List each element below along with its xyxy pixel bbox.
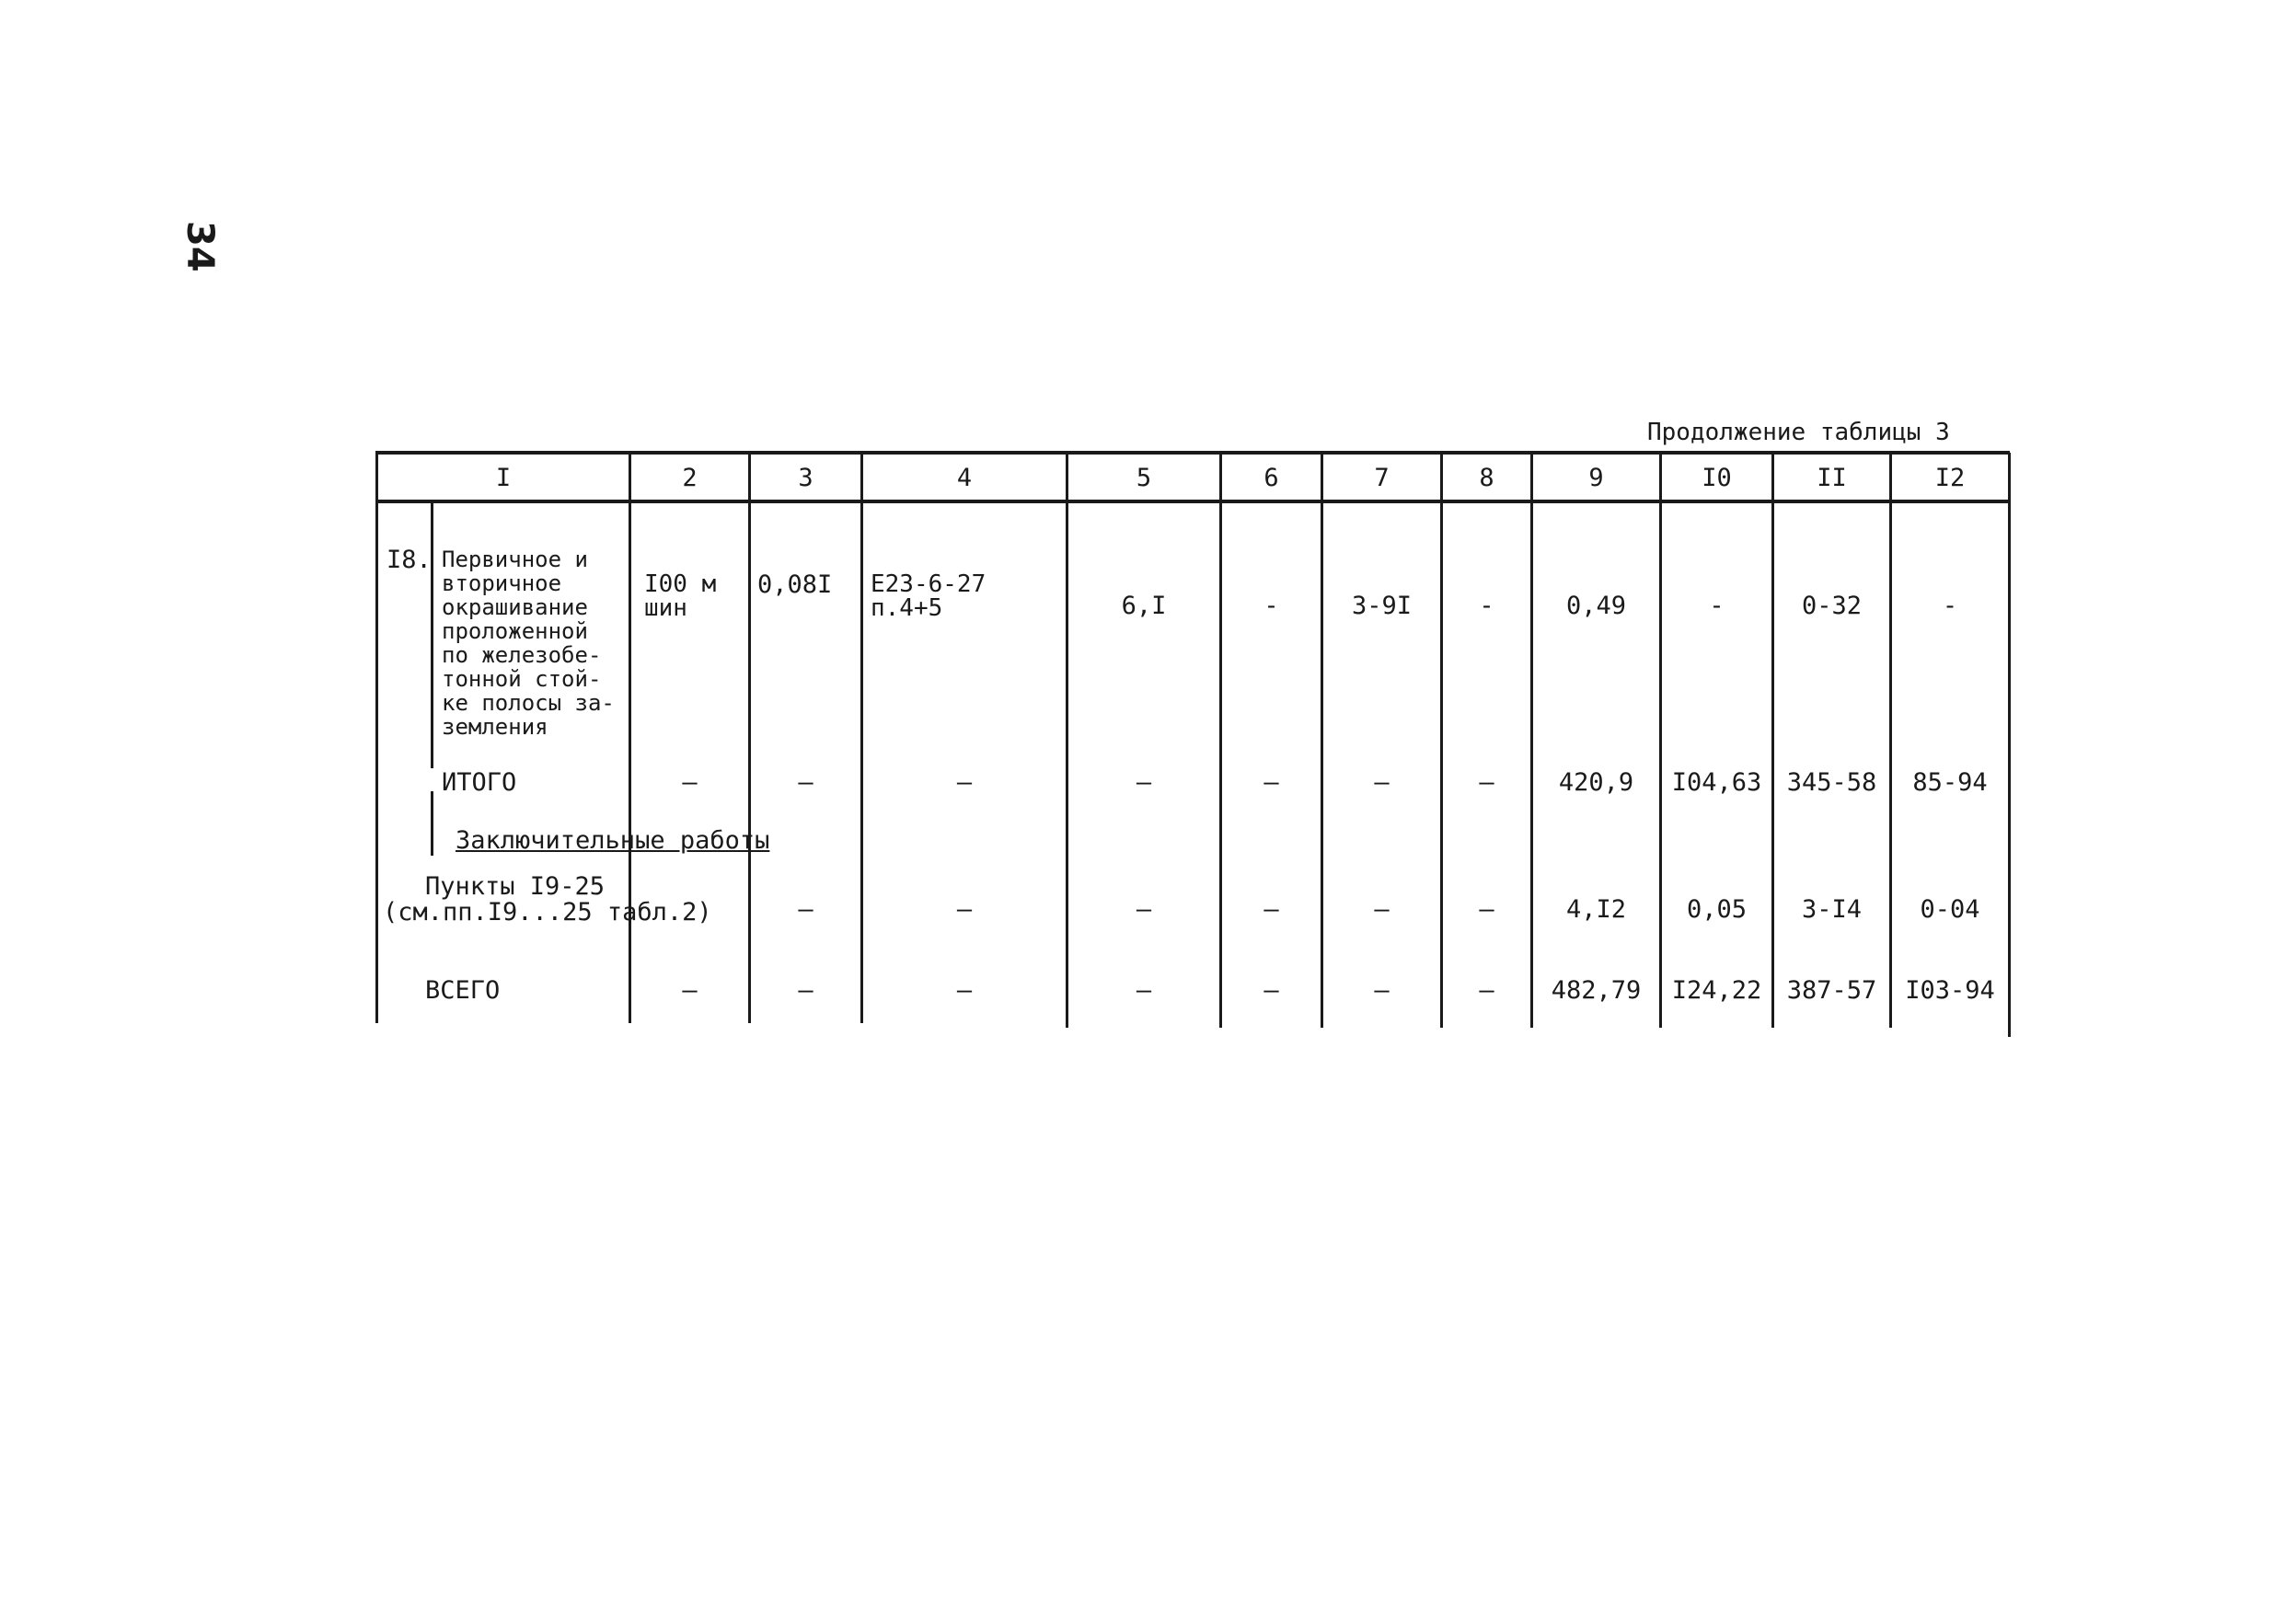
points-col-9: 4,I2 <box>1565 895 1627 924</box>
points-col-11: 3-I4 <box>1801 895 1863 924</box>
itogo-col-2: – <box>682 768 698 797</box>
header-bottom-border <box>375 500 2010 503</box>
itogo-col-4: – <box>956 768 973 797</box>
col-border-4 <box>1066 453 1068 1028</box>
header-col-4: 4 <box>956 464 973 492</box>
itogo-col-12: 85-94 <box>1912 768 1988 797</box>
col-border-num <box>431 501 433 768</box>
col-border-9 <box>1659 453 1662 1028</box>
header-col-6: 6 <box>1263 464 1279 492</box>
points-reference: (см.пп.I9...25 табл.2) <box>383 898 712 927</box>
itogo-col-11: 345-58 <box>1786 768 1877 797</box>
col-border-left <box>375 453 378 1023</box>
itogo-col-6: – <box>1263 768 1279 797</box>
work-description: Первичное и вторичное окрашивание проложенной по железобе- тонной стой- ке полосы за- земления <box>442 547 615 740</box>
norm-code: Е23-6-27 п.4+5 <box>871 570 986 622</box>
table-top-border <box>375 451 2010 455</box>
vsego-col-4: – <box>956 976 973 1005</box>
col-border-7 <box>1440 453 1443 1028</box>
col-border-right <box>2008 453 2011 1037</box>
points-col-8: – <box>1479 895 1494 924</box>
points-col-7: – <box>1374 895 1390 924</box>
row-number: I8. <box>387 546 432 574</box>
table-caption: Продолжение таблицы 3 <box>1647 419 1950 446</box>
itogo-col-5: – <box>1136 768 1152 797</box>
value-col-12: - <box>1942 592 1958 620</box>
col-border-3 <box>860 453 863 1023</box>
value-col-10: - <box>1709 592 1725 620</box>
value-col-9: 0,49 <box>1565 592 1627 620</box>
header-col-7: 7 <box>1374 464 1390 492</box>
col-border-8 <box>1530 453 1533 1028</box>
itogo-col-10: I04,63 <box>1671 768 1762 797</box>
col-border-11 <box>1889 453 1892 1028</box>
itogo-col-3: – <box>798 768 813 797</box>
section-heading: Заключительные работы <box>456 826 770 855</box>
header-col-9: 9 <box>1588 464 1604 492</box>
header-col-10: I0 <box>1702 464 1732 492</box>
vsego-col-5: – <box>1136 976 1152 1005</box>
col-border-num-2 <box>431 791 433 856</box>
header-col-3: 3 <box>798 464 813 492</box>
unit-of-measure: I00 м шин <box>644 570 717 622</box>
col-border-2 <box>748 453 751 1023</box>
header-col-2: 2 <box>682 464 698 492</box>
col-border-5 <box>1219 453 1222 1028</box>
vsego-col-2: – <box>682 976 698 1005</box>
vsego-col-6: – <box>1263 976 1279 1005</box>
points-col-4: – <box>956 895 973 924</box>
value-col-11: 0-32 <box>1801 592 1863 620</box>
points-col-12: 0-04 <box>1920 895 1980 924</box>
col-border-1 <box>629 453 631 1023</box>
header-col-1: I <box>495 464 512 492</box>
quantity: 0,08I <box>757 570 833 599</box>
header-col-5: 5 <box>1136 464 1152 492</box>
page-number: 34 <box>179 221 221 272</box>
itogo-col-9: 420,9 <box>1558 768 1634 797</box>
points-label: Пункты I9-25 <box>425 872 606 901</box>
itogo-col-7: – <box>1374 768 1390 797</box>
points-col-6: – <box>1263 895 1279 924</box>
itogo-col-8: – <box>1479 768 1494 797</box>
value-col-7: 3-9I <box>1351 592 1413 620</box>
vsego-label: ВСЕГО <box>425 976 501 1005</box>
col-border-6 <box>1321 453 1323 1028</box>
vsego-col-11: 387-57 <box>1786 976 1877 1005</box>
col-border-10 <box>1771 453 1774 1028</box>
vsego-col-9: 482,79 <box>1551 976 1642 1005</box>
vsego-col-10: I24,22 <box>1671 976 1762 1005</box>
header-col-11: II <box>1817 464 1847 492</box>
header-col-8: 8 <box>1479 464 1494 492</box>
header-col-12: I2 <box>1934 464 1966 492</box>
value-col-6: - <box>1263 592 1279 620</box>
value-col-5: 6,I <box>1121 592 1167 620</box>
points-col-3: – <box>798 895 813 924</box>
vsego-col-12: I03-94 <box>1905 976 1995 1005</box>
points-col-5: – <box>1136 895 1152 924</box>
vsego-col-7: – <box>1374 976 1390 1005</box>
vsego-col-8: – <box>1479 976 1494 1005</box>
vsego-col-3: – <box>798 976 813 1005</box>
points-col-10: 0,05 <box>1686 895 1748 924</box>
value-col-8: - <box>1479 592 1494 620</box>
itogo-label: ИТОГО <box>442 768 517 797</box>
